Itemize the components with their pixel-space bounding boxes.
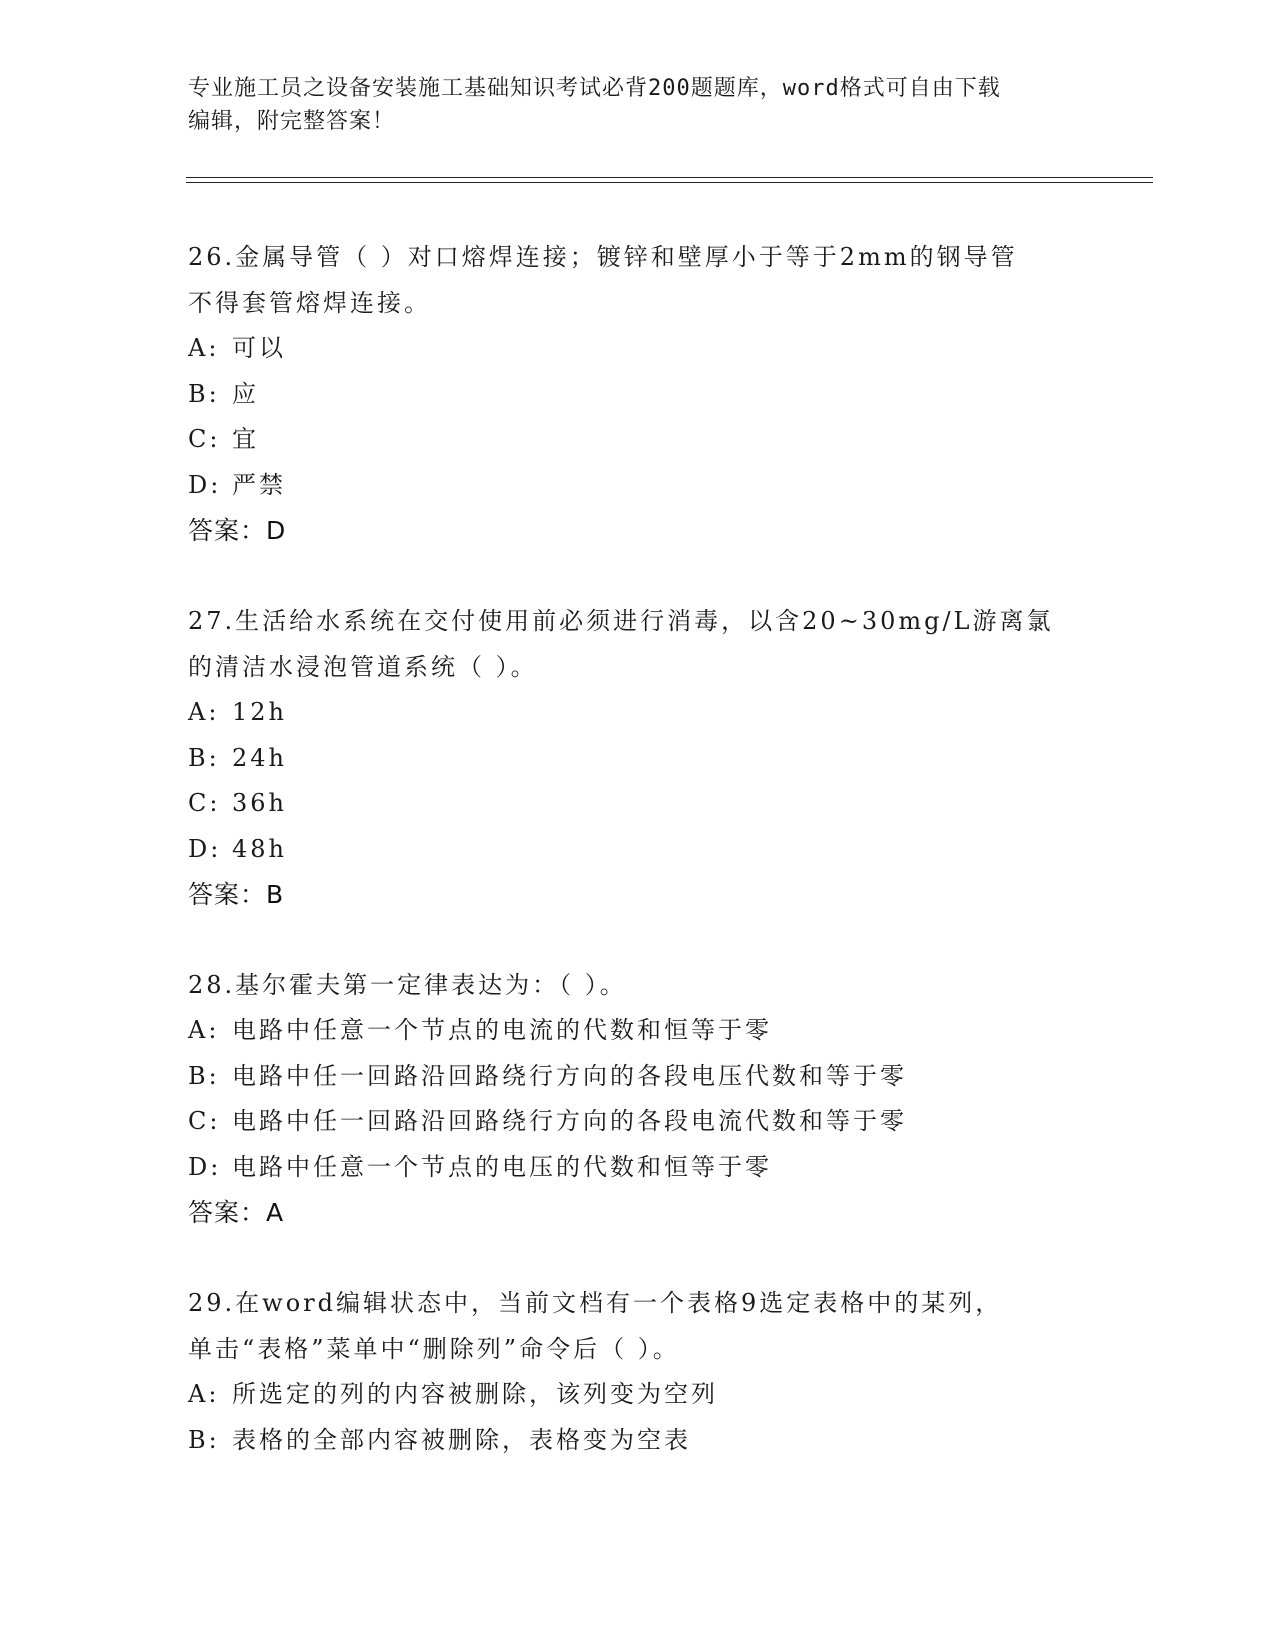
question-list [188, 234, 1088, 1507]
option-c [188, 417, 1088, 463]
option-d [188, 1145, 1088, 1191]
option-text: 48h [232, 834, 287, 863]
option-letter: B: [188, 1061, 220, 1090]
question-26 [188, 234, 1088, 554]
option-b [188, 1418, 1088, 1464]
option-letter: B: [188, 743, 220, 772]
question-29 [188, 1280, 1088, 1463]
header-divider-bottom [186, 182, 1153, 183]
option-text: 电路中任一回路沿回路绕行方向的各段电流代数和等于零 [232, 1107, 907, 1135]
option-text: 电路中任意一个节点的电流的代数和恒等于零 [232, 1016, 772, 1044]
option-letter: C: [188, 789, 221, 817]
option-letter: C: [188, 425, 221, 453]
option-letter: A: [188, 698, 220, 726]
question-stem: 29.在word编辑状态中，当前文档有一个表格9选定表格中的某列， [188, 1289, 1003, 1317]
answer-line: 答案：D [188, 516, 287, 545]
option-letter: D: [188, 834, 222, 863]
question-stem: 27.生活给水系统在交付使用前必须进行消毒，以含20~30mg/L游离氯 [188, 607, 1054, 635]
header-line-1: 专业施工员之设备安装施工基础知识考试必背200题题库，word格式可自由下载 [188, 76, 1001, 101]
question-27 [188, 598, 1088, 918]
question-stem-continued: 的清洁水浸泡管道系统（ ）。 [188, 653, 538, 681]
question-stem-continued: 不得套管熔焊连接。 [188, 289, 431, 317]
option-d [188, 463, 1088, 509]
answer-line: 答案：A [188, 1198, 285, 1227]
option-b [188, 736, 1088, 782]
option-letter: D: [188, 1152, 222, 1181]
question-stem: 26.金属导管（ ）对口熔焊连接；镀锌和壁厚小于等于2mm的钢导管 [188, 243, 1018, 271]
answer-line: 答案：B [188, 880, 285, 909]
option-text: 36h [232, 789, 287, 817]
option-letter: A: [188, 334, 220, 362]
header-divider-top [186, 177, 1153, 178]
option-d [188, 827, 1088, 873]
option-b [188, 1054, 1088, 1100]
option-text: 12h [232, 698, 287, 726]
option-c [188, 781, 1088, 827]
header-line-2: 编辑，附完整答案！ [188, 109, 396, 134]
option-a [188, 326, 1088, 372]
option-letter: C: [188, 1107, 221, 1135]
option-a [188, 690, 1088, 736]
question-28 [188, 962, 1088, 1236]
option-text: 可以 [232, 334, 286, 362]
option-text: 宜 [232, 425, 259, 453]
option-letter: B: [188, 379, 220, 408]
question-stem: 28.基尔霍夫第一定律表达为：（ ）。 [188, 971, 627, 999]
option-text: 24h [232, 743, 287, 772]
option-text: 电路中任意一个节点的电压的代数和恒等于零 [232, 1152, 772, 1181]
option-letter: A: [188, 1016, 220, 1044]
option-text: 所选定的列的内容被删除，该列变为空列 [232, 1380, 718, 1408]
option-text: 表格的全部内容被删除，表格变为空表 [232, 1425, 691, 1454]
question-stem-continued: 单击“表格”菜单中“删除列”命令后（ ）。 [188, 1335, 680, 1363]
option-text: 电路中任一回路沿回路绕行方向的各段电压代数和等于零 [232, 1061, 907, 1090]
option-letter: A: [188, 1380, 220, 1408]
option-text: 严禁 [232, 470, 286, 499]
option-letter: B: [188, 1425, 220, 1454]
option-a [188, 1008, 1088, 1054]
option-text: 应 [232, 379, 259, 408]
option-a [188, 1372, 1088, 1418]
option-b [188, 372, 1088, 418]
option-c [188, 1099, 1088, 1145]
option-letter: D: [188, 470, 222, 499]
document-header [188, 72, 1088, 138]
